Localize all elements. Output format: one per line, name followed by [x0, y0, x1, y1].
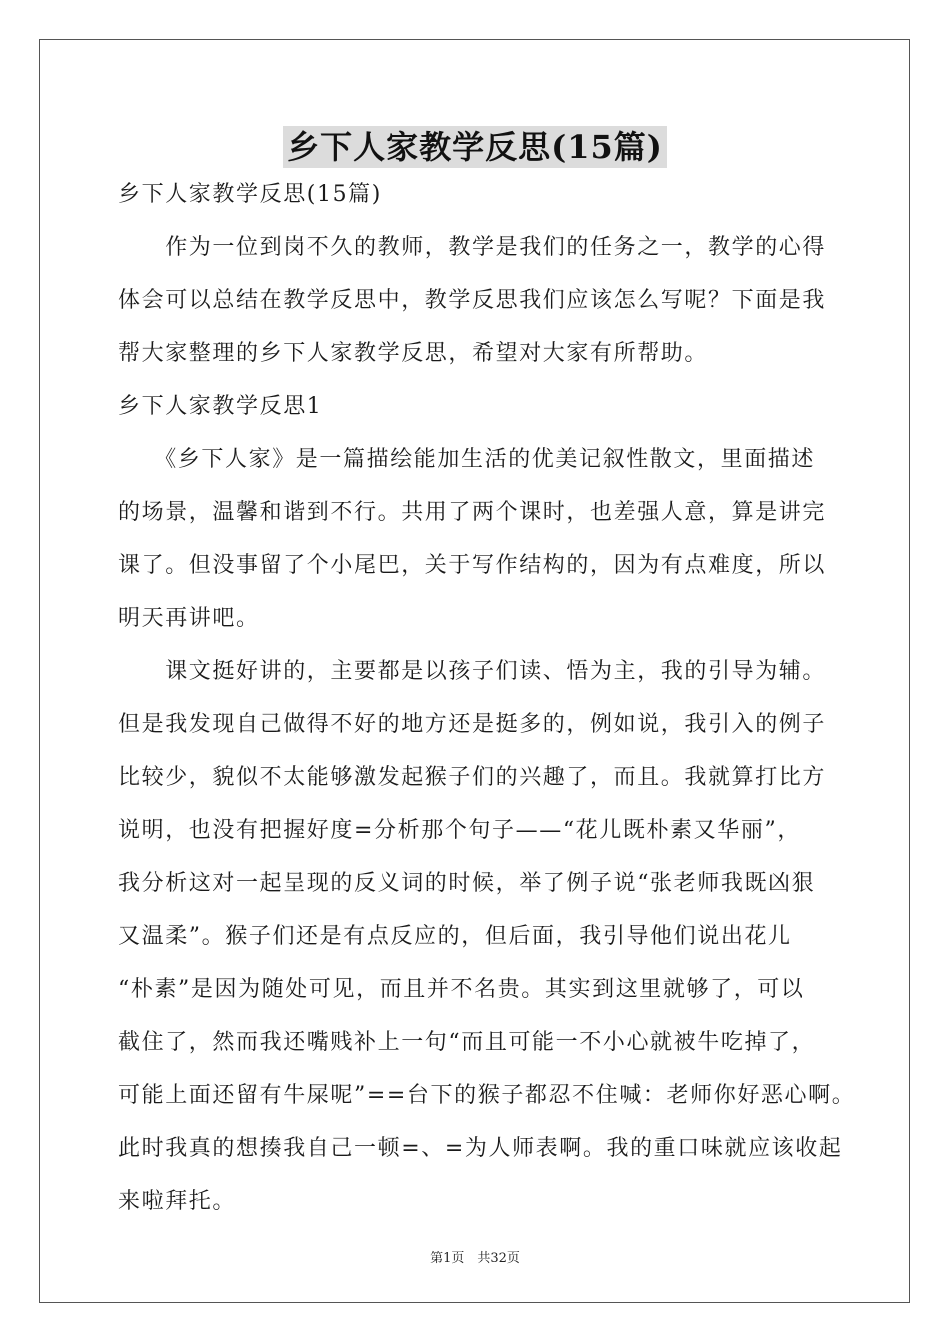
- doc-line: 又温柔”。猴子们还是有点反应的，但后面，我引导他们说出花儿: [118, 924, 792, 949]
- doc-line: 的场景，温馨和谐到不行。共用了两个课时，也差强人意，算是讲完: [118, 500, 827, 525]
- doc-line: 可能上面还留有牛屎呢”==台下的猴子都忍不住喊：老师你好恶心啊。: [118, 1083, 856, 1108]
- page-number-footer: 第1页 共32页: [430, 1251, 520, 1266]
- doc-line: 比较少，貌似不太能够激发起猴子们的兴趣了，而且。我就算打比方: [118, 765, 827, 790]
- doc-line: 课了。但没事留了个小尾巴，关于写作结构的，因为有点难度，所以: [118, 553, 827, 578]
- doc-line: “朴素”是因为随处可见，而且并不名贵。其实到这里就够了，可以: [118, 977, 805, 1002]
- doc-line: 乡下人家教学反思(15篇): [118, 182, 382, 207]
- doc-line: 此时我真的想揍我自己一顿=、=为人师表啊。我的重口味就应该收起: [118, 1136, 843, 1161]
- doc-line: 作为一位到岗不久的教师，教学是我们的任务之一，教学的心得: [118, 235, 827, 260]
- doc-line: 明天再讲吧。: [118, 606, 260, 631]
- doc-line: 体会可以总结在教学反思中，教学反思我们应该怎么写呢？下面是我: [118, 288, 827, 313]
- doc-line: 帮大家整理的乡下人家教学反思，希望对大家有所帮助。: [118, 341, 709, 366]
- doc-line: 但是我发现自己做得不好的地方还是挺多的，例如说，我引入的例子: [118, 712, 827, 737]
- document-body: [118, 181, 856, 1215]
- doc-line: 课文挺好讲的，主要都是以孩子们读、悟为主，我的引导为辅。: [118, 659, 827, 684]
- doc-line: 说明，也没有把握好度=分析那个句子——“花儿既朴素又华丽”，: [118, 818, 801, 843]
- doc-line: 截住了，然而我还嘴贱补上一句“而且可能一不小心就被牛吃掉了，: [118, 1030, 816, 1055]
- doc-line: 我分析这对一起呈现的反义词的时候，举了例子说“张老师我既凶狠: [118, 871, 816, 896]
- document-title: 乡下人家教学反思(15篇): [283, 126, 667, 168]
- doc-line: 《乡下人家》是一篇描绘能加生活的优美记叙性散文，里面描述: [118, 447, 816, 472]
- doc-line: 来啦拜托。: [118, 1189, 237, 1214]
- title-container: [0, 126, 950, 168]
- doc-line: 乡下人家教学反思1: [118, 394, 323, 419]
